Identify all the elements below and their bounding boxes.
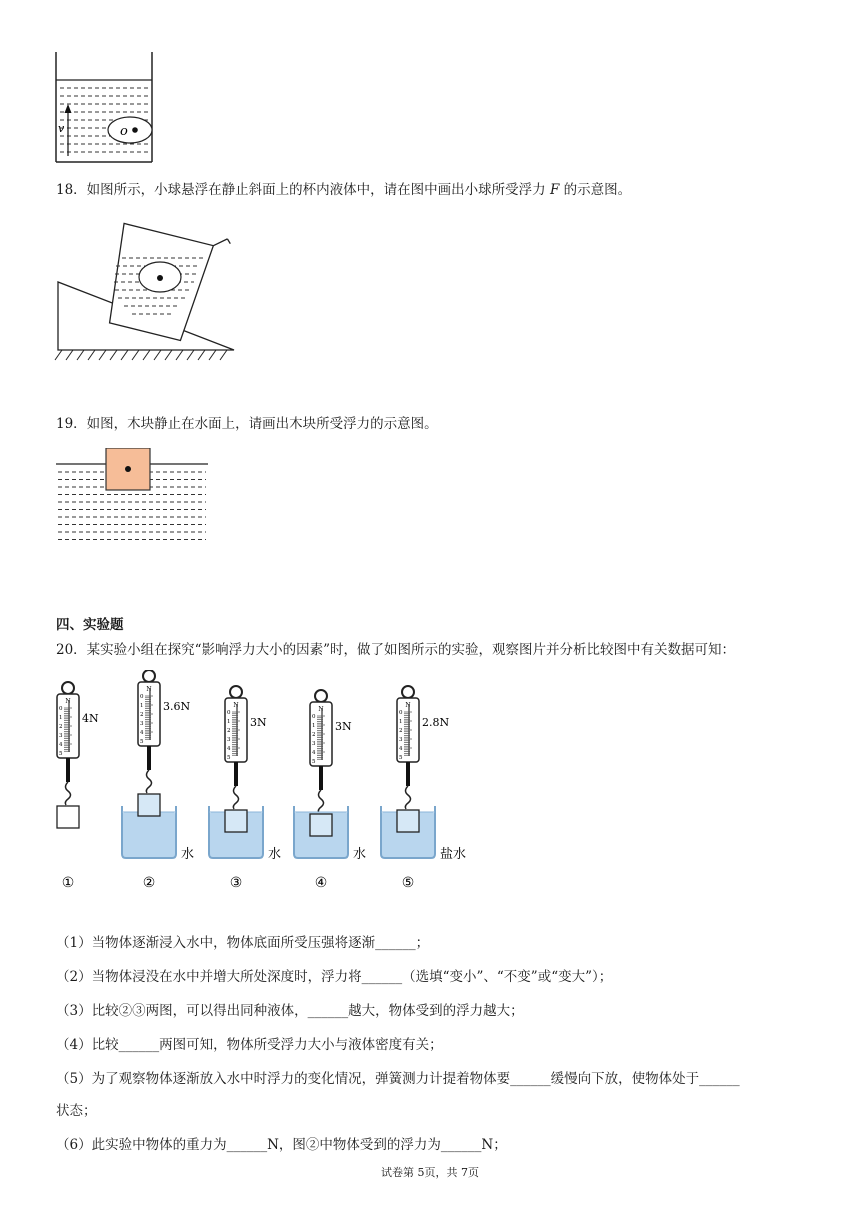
liquid-label-4: 水 — [353, 847, 367, 862]
svg-text:o: o — [120, 124, 128, 139]
test-object — [225, 810, 247, 832]
figure-number-4: ④ — [314, 875, 328, 891]
svg-text:1: 1 — [312, 723, 316, 729]
svg-text:2: 2 — [312, 732, 316, 738]
page-footer: 试卷第 5页，共 7页 — [381, 1166, 479, 1179]
svg-text:2: 2 — [399, 728, 403, 734]
scale-reading-2: 3.6N — [163, 700, 191, 713]
svg-text:0: 0 — [227, 710, 231, 716]
liquid-label-2: 水 — [181, 847, 195, 862]
scale-reading-1: 4N — [82, 712, 99, 725]
svg-text:1: 1 — [399, 719, 403, 725]
test-object — [397, 810, 419, 832]
svg-text:N: N — [146, 686, 152, 693]
svg-text:1: 1 — [59, 715, 63, 721]
test-object — [138, 794, 160, 816]
force-variable: F — [549, 182, 560, 198]
svg-text:5: 5 — [399, 755, 403, 761]
q20-part-3: （3）比较②③两图，可以得出同种液体，______越大，物体受到的浮力越大； — [56, 1003, 524, 1019]
svg-text:0: 0 — [140, 694, 144, 700]
svg-text:N: N — [65, 698, 71, 705]
svg-text:1: 1 — [227, 719, 231, 725]
figure-number-2: ② — [142, 875, 156, 891]
test-object — [310, 814, 332, 836]
svg-text:4: 4 — [59, 742, 63, 748]
q20-part-6: （6）此实验中物体的重力为______N，图②中物体受到的浮力为______N； — [56, 1137, 507, 1153]
scale-reading-3: 3N — [250, 716, 267, 729]
svg-text:3: 3 — [140, 721, 144, 727]
svg-text:3: 3 — [399, 737, 403, 743]
figure-number-5: ⑤ — [401, 875, 415, 891]
section-title: 四、实验题 — [56, 617, 124, 633]
svg-text:0: 0 — [59, 706, 63, 712]
question-20-intro: 20．某实验小组在探究“影响浮力大小的因素”时，做了如图所示的实验，观察图片并分析比较图中有关数据可知： — [56, 642, 735, 658]
svg-text:N: N — [405, 702, 411, 709]
svg-text:5: 5 — [140, 739, 144, 745]
figure-number-1: ① — [61, 875, 75, 891]
figure-18-incline-cup — [52, 220, 247, 370]
test-object — [57, 806, 79, 828]
velocity-label: v — [58, 122, 65, 135]
figure-19-wood-block — [52, 448, 212, 552]
q20-part-5: （5）为了观察物体逐渐放入水中时浮力的变化情况，弹簧测力计提着物体要______缓慢向下放，使物体处于______ — [56, 1071, 740, 1087]
svg-text:N: N — [318, 706, 324, 713]
scale-reading-5: 2.8N — [422, 716, 450, 729]
svg-text:5: 5 — [59, 751, 63, 757]
spring-scale-3 — [209, 686, 281, 891]
svg-text:3: 3 — [312, 741, 316, 747]
q20-part-5-cont: 状态； — [56, 1103, 97, 1119]
q20-part-4: （4）比较______两图可知，物体所受浮力大小与液体密度有关； — [56, 1037, 443, 1053]
liquid-label-5: 盐水 — [440, 847, 467, 862]
svg-text:0: 0 — [399, 710, 403, 716]
figure-17-diagram — [50, 48, 160, 168]
q20-part-1: （1）当物体逐渐浸入水中，物体底面所受压强将逐渐______； — [56, 935, 430, 951]
svg-text:5: 5 — [227, 755, 231, 761]
svg-text:4: 4 — [227, 746, 231, 752]
svg-text:3: 3 — [59, 733, 63, 739]
svg-text:2: 2 — [140, 712, 144, 718]
svg-text:4: 4 — [140, 730, 144, 736]
svg-text:5: 5 — [312, 759, 316, 765]
q20-part-2: （2）当物体浸没在水中并增大所处深度时，浮力将______（选填“变小”、“不变”或“变大”）； — [56, 969, 613, 985]
question-18: 18．如图所示，小球悬浮在静止斜面上的杯内液体中，请在图中画出小球所受浮力 F 的示意图。 — [56, 182, 632, 198]
figure-number-3: ③ — [229, 875, 243, 891]
spring-scale-5 — [381, 686, 466, 891]
spring-scale-2 — [122, 670, 194, 891]
liquid-label-3: 水 — [268, 847, 282, 862]
svg-text:4: 4 — [312, 750, 316, 756]
spring-scale-4 — [294, 690, 366, 891]
svg-text:3: 3 — [227, 737, 231, 743]
question-19: 19．如图，木块静止在水面上，请画出木块所受浮力的示意图。 — [56, 416, 438, 432]
spring-scale-1 — [57, 682, 99, 891]
svg-text:0: 0 — [312, 714, 316, 720]
svg-text:4: 4 — [399, 746, 403, 752]
figure-20-spring-scales — [40, 670, 500, 900]
svg-text:1: 1 — [140, 703, 144, 709]
svg-text:2: 2 — [59, 724, 63, 730]
scale-reading-4: 3N — [335, 720, 352, 733]
svg-text:N: N — [233, 702, 239, 709]
svg-text:2: 2 — [227, 728, 231, 734]
